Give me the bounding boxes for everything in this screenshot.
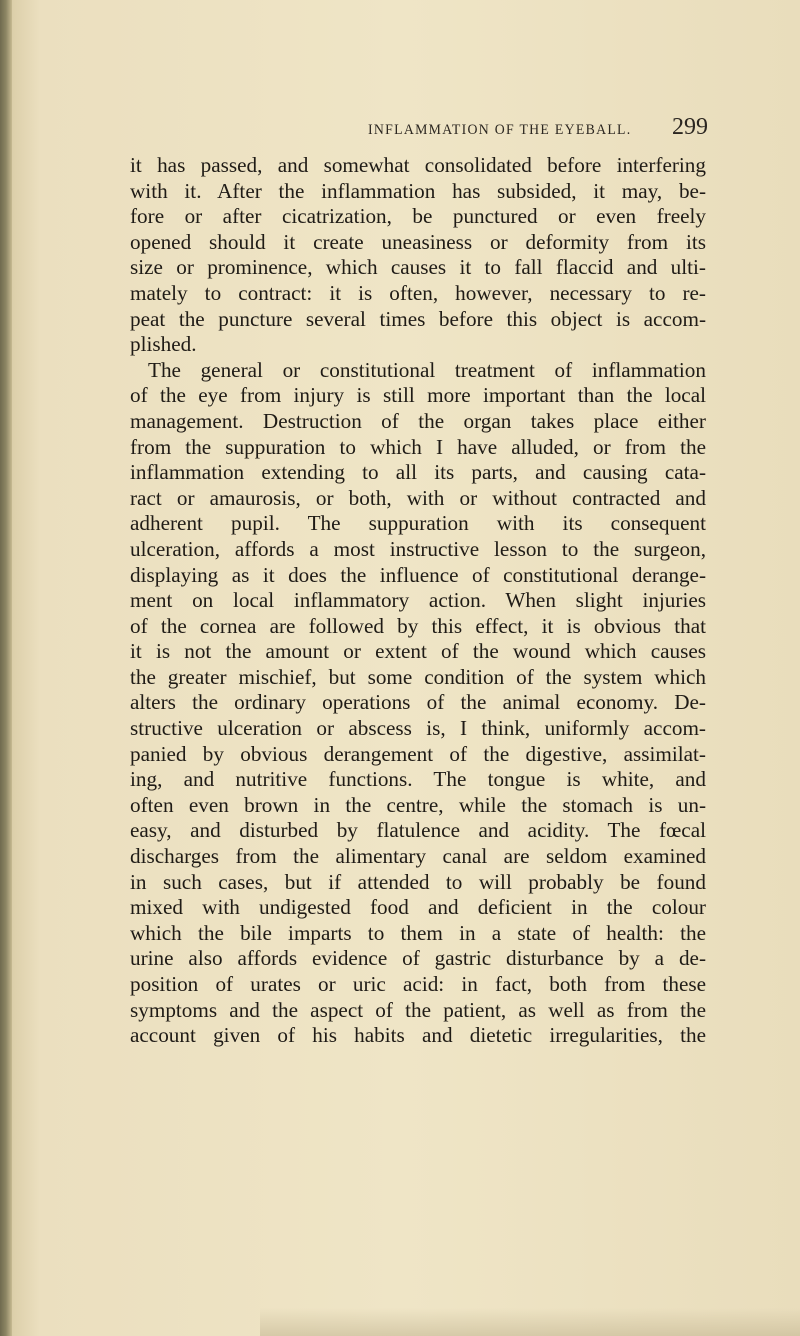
- text-line: of the eye from injury is still more important than the local: [130, 383, 706, 408]
- text-line: with it. After the inflammation has subsided, it may, be-: [130, 178, 706, 203]
- text-line: account given of his habits and dietetic irregularities, the: [130, 1023, 706, 1048]
- text-line: plished.: [130, 332, 197, 357]
- page-edge-stain: [260, 1308, 800, 1336]
- text-line: opened should it create uneasiness or deformity from its: [130, 229, 706, 254]
- text-line: management. Destruction of the organ takes place either: [130, 408, 706, 433]
- text-line: ment on local inflammatory action. When slight injuries: [130, 588, 706, 613]
- text-line: peat the puncture several times before this object is accom-: [130, 306, 706, 331]
- text-line: fore or after cicatrization, be punctured or even freely: [130, 204, 706, 229]
- text-line: from the suppuration to which I have alluded, or from the: [130, 434, 706, 459]
- text-line: panied by obvious derangement of the digestive, assimilat-: [130, 741, 706, 766]
- text-line: ulceration, affords a most instructive lesson to the surgeon,: [130, 536, 706, 561]
- text-line: structive ulceration or abscess is, I think, uniformly accom-: [130, 716, 706, 741]
- book-spine-shadow: [0, 0, 12, 1336]
- text-line: symptoms and the aspect of the patient, as well as from the: [130, 997, 706, 1022]
- text-line: often even brown in the centre, while the stomach is un-: [130, 792, 706, 817]
- text-line: ing, and nutritive functions. The tongue is white, and: [130, 767, 706, 792]
- text-line: inflammation extending to all its parts, and causing cata-: [130, 460, 706, 485]
- page-number: 299: [672, 114, 708, 140]
- paragraph-start-line: The general or constitutional treatment of inflammation: [148, 357, 706, 382]
- text-line: displaying as it does the influence of constitutional derange-: [130, 562, 706, 587]
- text-line: alters the ordinary operations of the animal economy. De-: [130, 690, 706, 715]
- text-line: size or prominence, which causes it to fall flaccid and ulti-: [130, 255, 706, 280]
- text-line: it is not the amount or extent of the wound which causes: [130, 639, 706, 664]
- text-line: in such cases, but if attended to will probably be found: [130, 869, 706, 894]
- text-line: adherent pupil. The suppuration with its consequent: [130, 511, 706, 536]
- text-line: which the bile imparts to them in a state of health: the: [130, 920, 706, 945]
- text-line: position of urates or uric acid: in fact, both from these: [130, 972, 706, 996]
- text-line: it has passed, and somewhat consolidated before interfering: [130, 153, 706, 177]
- text-line: mately to contract: it is often, however, necessary to re-: [130, 280, 706, 305]
- text-line: ract or amaurosis, or both, with or without contracted and: [130, 485, 706, 510]
- text-line: the greater mischief, but some condition of the system which: [130, 664, 706, 689]
- running-head: INFLAMMATION OF THE EYEBALL.: [368, 122, 632, 138]
- text-line: mixed with undigested food and deficient in the colour: [130, 895, 706, 920]
- text-line: urine also affords evidence of gastric disturbance by a de-: [130, 946, 706, 971]
- text-line: discharges from the alimentary canal are seldom examined: [130, 844, 706, 869]
- text-line: of the cornea are followed by this effect, it is obvious that: [130, 613, 706, 638]
- body-text: [130, 153, 706, 1049]
- text-line: easy, and disturbed by flatulence and acidity. The fœcal: [130, 818, 706, 843]
- page-header: [0, 114, 800, 144]
